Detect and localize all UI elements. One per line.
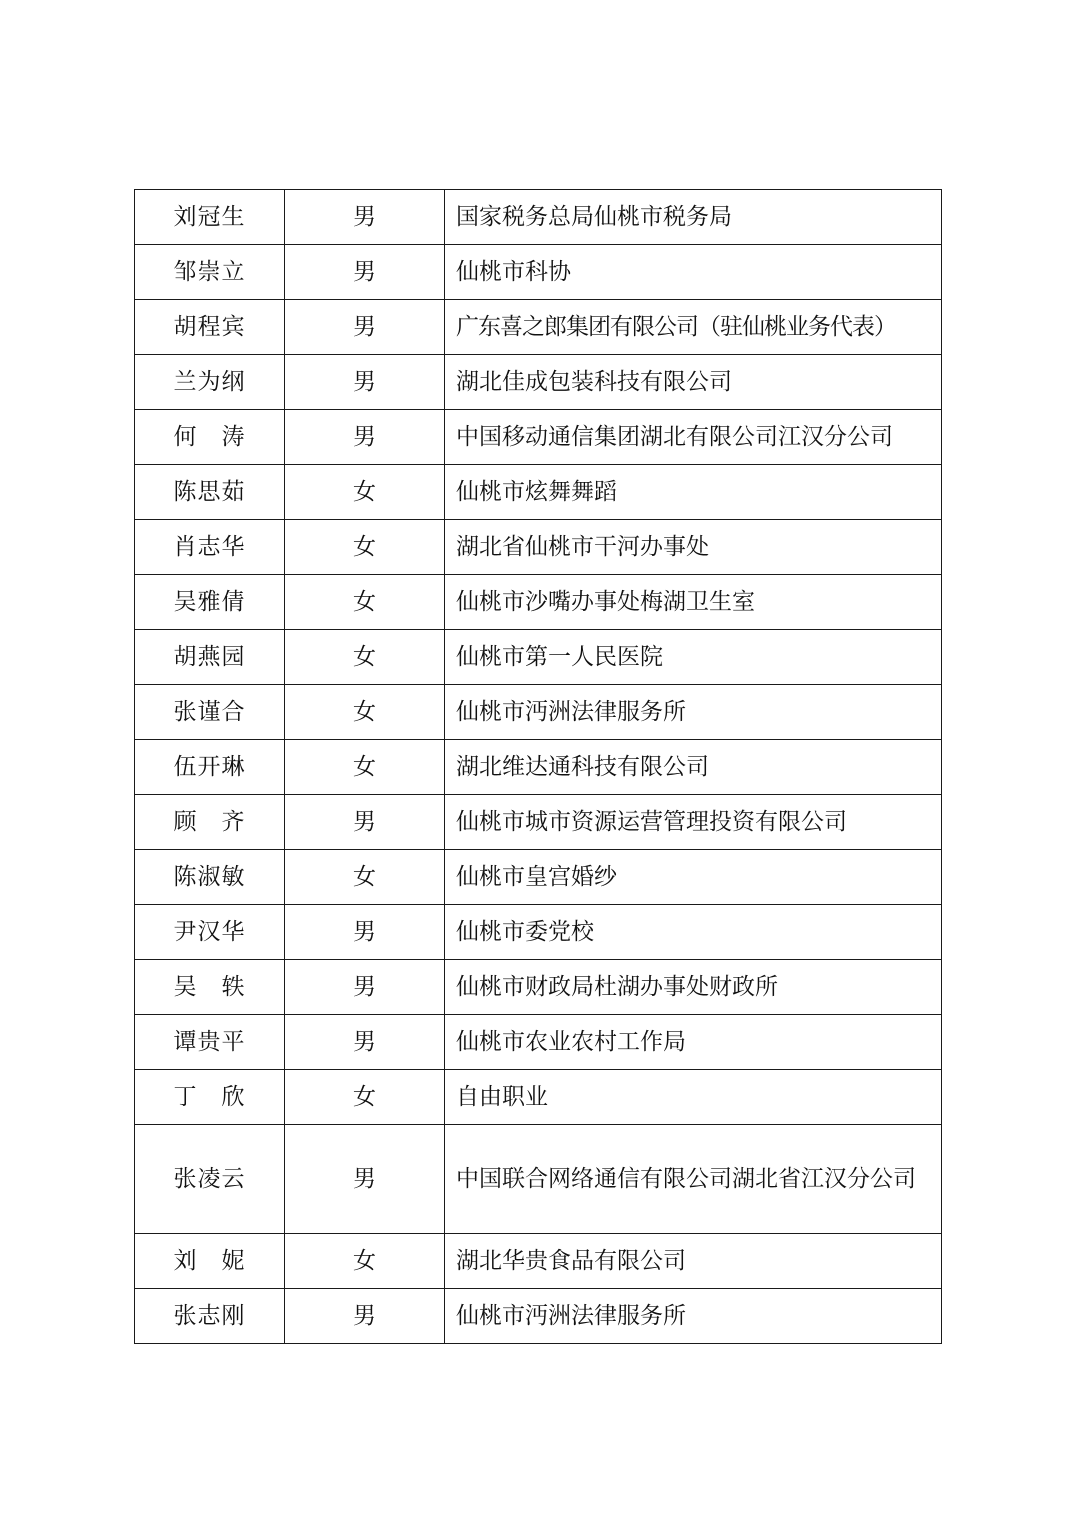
- gender-cell: 男: [285, 190, 445, 245]
- gender-cell: 女: [285, 575, 445, 630]
- table-row: [135, 190, 942, 245]
- name-cell: 刘 妮: [135, 1234, 285, 1289]
- organization-cell: 湖北维达通科技有限公司: [445, 740, 942, 795]
- table-row: [135, 245, 942, 300]
- gender-cell: 男: [285, 905, 445, 960]
- table-row: [135, 465, 942, 520]
- gender-cell: 女: [285, 465, 445, 520]
- table-row: [135, 740, 942, 795]
- name-cell: 顾 齐: [135, 795, 285, 850]
- organization-cell: 仙桃市沔洲法律服务所: [445, 685, 942, 740]
- organization-cell: 自由职业: [445, 1070, 942, 1125]
- name-cell: 肖志华: [135, 520, 285, 575]
- organization-cell: 仙桃市城市资源运营管理投资有限公司: [445, 795, 942, 850]
- organization-cell: 仙桃市沙嘴办事处梅湖卫生室: [445, 575, 942, 630]
- table-row: [135, 410, 942, 465]
- organization-cell: 仙桃市财政局杜湖办事处财政所: [445, 960, 942, 1015]
- table-row: [135, 960, 942, 1015]
- name-cell: 胡程宾: [135, 300, 285, 355]
- gender-cell: 男: [285, 960, 445, 1015]
- gender-cell: 女: [285, 630, 445, 685]
- gender-cell: 女: [285, 685, 445, 740]
- table-row: [135, 355, 942, 410]
- table-row: [135, 300, 942, 355]
- organization-cell: 湖北佳成包装科技有限公司: [445, 355, 942, 410]
- name-cell: 吴 轶: [135, 960, 285, 1015]
- organization-cell: 仙桃市第一人民医院: [445, 630, 942, 685]
- organization-cell: 仙桃市皇宫婚纱: [445, 850, 942, 905]
- name-cell: 刘冠生: [135, 190, 285, 245]
- gender-cell: 女: [285, 850, 445, 905]
- organization-cell: 中国移动通信集团湖北有限公司江汉分公司: [445, 410, 942, 465]
- gender-cell: 男: [285, 795, 445, 850]
- gender-cell: 男: [285, 1015, 445, 1070]
- organization-cell: 仙桃市炫舞舞蹈: [445, 465, 942, 520]
- gender-cell: 女: [285, 1234, 445, 1289]
- organization-cell: 仙桃市委党校: [445, 905, 942, 960]
- table-row: [135, 575, 942, 630]
- gender-cell: 男: [285, 1289, 445, 1344]
- table-row: [135, 630, 942, 685]
- table-row: [135, 1125, 942, 1234]
- name-cell: 陈思茹: [135, 465, 285, 520]
- table-row: [135, 1015, 942, 1070]
- name-cell: 邹崇立: [135, 245, 285, 300]
- gender-cell: 女: [285, 740, 445, 795]
- name-cell: 伍开琳: [135, 740, 285, 795]
- organization-cell: 国家税务总局仙桃市税务局: [445, 190, 942, 245]
- name-cell: 吴雅倩: [135, 575, 285, 630]
- table-row: [135, 795, 942, 850]
- roster-table-body: [135, 190, 942, 1344]
- name-cell: 兰为纲: [135, 355, 285, 410]
- roster-table: [134, 189, 942, 1344]
- table-row: [135, 1289, 942, 1344]
- name-cell: 张凌云: [135, 1125, 285, 1234]
- name-cell: 胡燕园: [135, 630, 285, 685]
- table-row: [135, 520, 942, 575]
- name-cell: 张志刚: [135, 1289, 285, 1344]
- organization-cell: 湖北华贵食品有限公司: [445, 1234, 942, 1289]
- table-row: [135, 1234, 942, 1289]
- organization-cell: 中国联合网络通信有限公司湖北省江汉分公司: [445, 1125, 942, 1234]
- gender-cell: 男: [285, 355, 445, 410]
- organization-cell: 仙桃市农业农村工作局: [445, 1015, 942, 1070]
- gender-cell: 男: [285, 410, 445, 465]
- name-cell: 丁 欣: [135, 1070, 285, 1125]
- table-row: [135, 905, 942, 960]
- organization-cell: 湖北省仙桃市干河办事处: [445, 520, 942, 575]
- table-row: [135, 1070, 942, 1125]
- name-cell: 张谨合: [135, 685, 285, 740]
- name-cell: 何 涛: [135, 410, 285, 465]
- name-cell: 尹汉华: [135, 905, 285, 960]
- gender-cell: 男: [285, 245, 445, 300]
- organization-cell: 仙桃市沔洲法律服务所: [445, 1289, 942, 1344]
- gender-cell: 男: [285, 300, 445, 355]
- gender-cell: 女: [285, 520, 445, 575]
- organization-cell: 广东喜之郎集团有限公司（驻仙桃业务代表）: [445, 300, 942, 355]
- organization-cell: 仙桃市科协: [445, 245, 942, 300]
- name-cell: 谭贵平: [135, 1015, 285, 1070]
- table-row: [135, 850, 942, 905]
- gender-cell: 女: [285, 1070, 445, 1125]
- gender-cell: 男: [285, 1125, 445, 1234]
- name-cell: 陈淑敏: [135, 850, 285, 905]
- table-row: [135, 685, 942, 740]
